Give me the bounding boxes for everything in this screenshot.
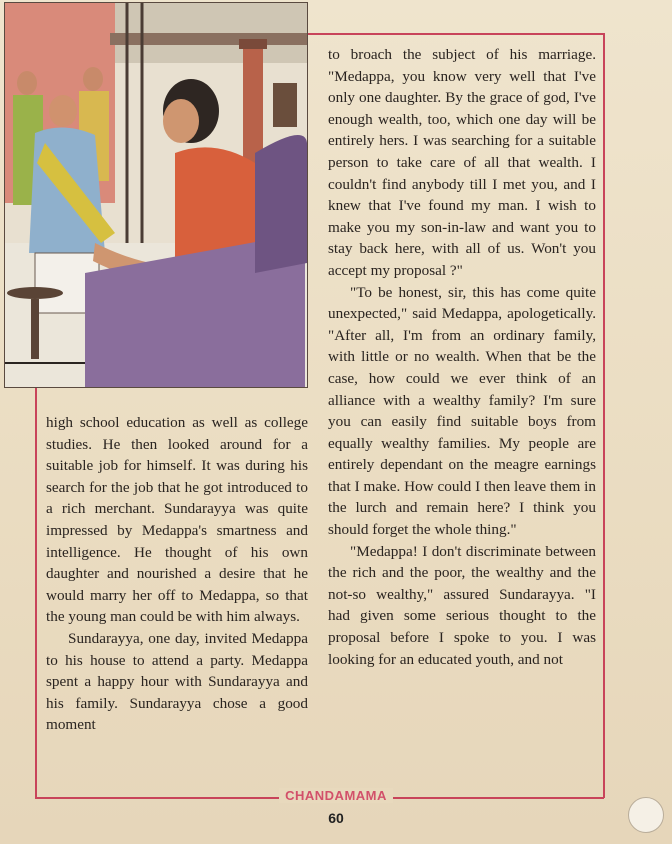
left-text-column [46, 412, 308, 736]
right-paragraph: "To be honest, sir, this has come quite unexpected," said Medappa, apologetically. "After all, I'm from an ordinary family, with little or no wealth. When that be the case, how could we ever think of an alliance with a wealthy family? I'm sure you can easily find suitable boys from equally wealthy families. My people are entirely dependant on the meagre earnings that I make. How could I then leave them in the lurch and remain here? I think you should forget the whole thing." [328, 283, 596, 539]
right-paragraph: to broach the subject of his marriage. "Medappa, you know very well that I've only one daughter. By the grace of god, I've enough wealth, too, which one day will be entirely hers. I was searching for a suitable person to take care of all that wealth. I couldn't find anybody till I met you, and I knew that I've found my man. I wish to make you my son-in-law and want you to stay back here, with all of us. Won't you accept my proposal ?" [328, 46, 596, 279]
library-stamp-icon [628, 797, 664, 833]
page-number: 60 [328, 810, 344, 826]
magazine-title: CHANDAMAMA [279, 788, 393, 803]
frame-left-line [35, 386, 37, 798]
right-text-column [328, 44, 596, 670]
left-paragraph: Sundarayya, one day, invited Medappa to his house to attend a party. Medappa spent a happy hour with Sundarayya and his family. Sundarayya chose a good moment [46, 629, 308, 734]
right-paragraph: "Medappa! I don't discriminate between the rich and the poor, the wealthy and the not-so wealthy," assured Sundarayya. "I had given some serious thought to the proposal before I spoke to you. I was looking for an educated youth, and not [328, 542, 596, 668]
frame-right-line [603, 33, 605, 798]
illustration-svg [5, 3, 307, 387]
magazine-title-footer [0, 788, 672, 803]
story-illustration [4, 2, 308, 388]
frame-top-line [306, 33, 604, 35]
left-paragraph: high school education as well as college studies. He then looked around for a suitable job for himself. It was during his search for the job that he got introduced to a rich merchant. Sundarayya was quite impressed by Medappa's smartness and intelligence. He thought of his own daughter and nourished a desire that he would marry her off to Medappa, so that the young man could be with him always. [46, 414, 308, 626]
